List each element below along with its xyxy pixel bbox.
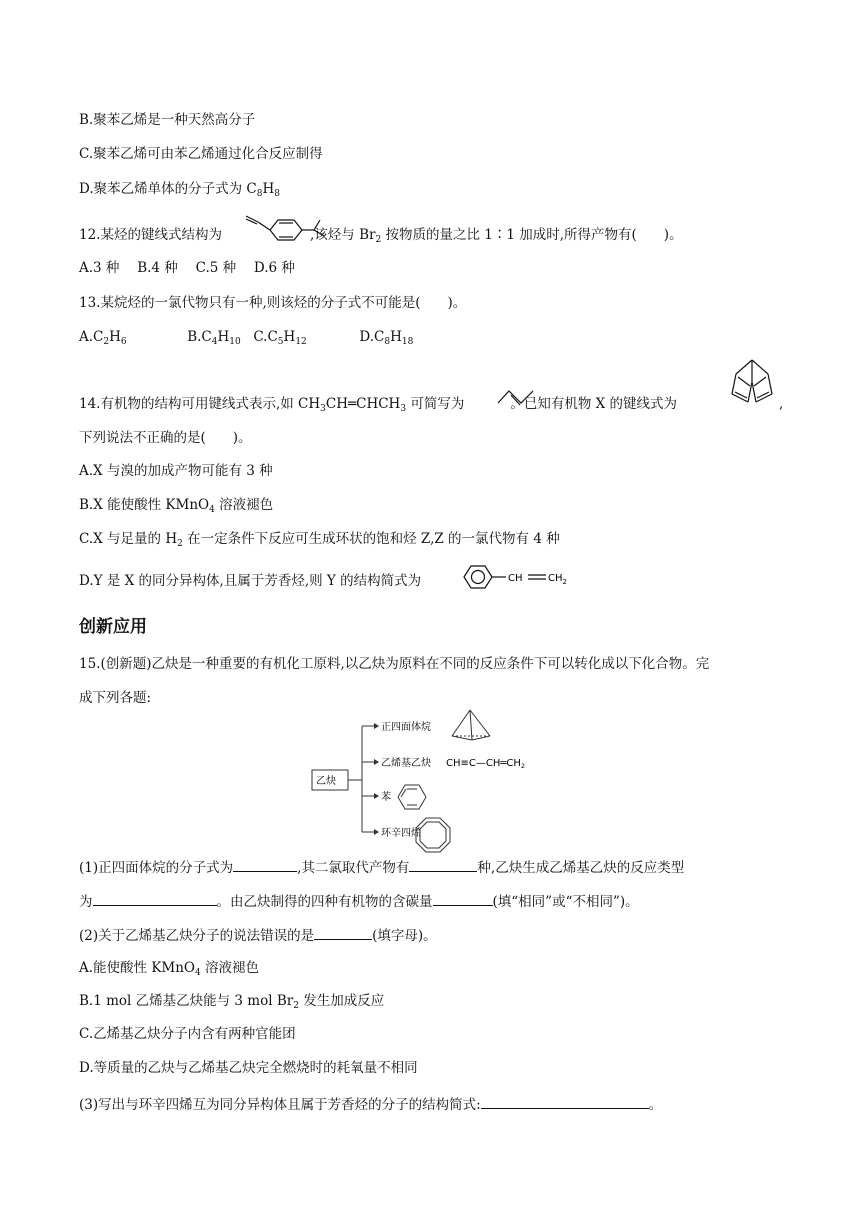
- q15-part2-option-c: C.乙烯基乙炔分子内含有两种官能团: [79, 1026, 296, 1042]
- q15-part2-option-a: A.能使酸性 KMnO$_4$ 溶液褪色: [79, 960, 260, 978]
- answer-blank[interactable]: [409, 857, 477, 872]
- q12-options: A.3 种 B.4 种 C.5 种 D.6 种: [79, 260, 295, 276]
- q15-part2-stem: (2)关于乙烯基乙炔分子的说法错误的是 (填字母)。: [79, 925, 437, 945]
- text: 12.某烃的键线式结构为: [79, 227, 222, 243]
- styrene-ch: CH: [508, 573, 523, 584]
- q14-option-c: C.X 与足量的 $H_2$ 在一定条件下反应可生成环状的饱和烃 Z,Z 的一氯代物有 4 种: [79, 531, 560, 549]
- q14-option-a: A.X 与溴的加成产物可能有 3 种: [79, 463, 273, 479]
- answer-blank[interactable]: [233, 857, 297, 872]
- styrene-ch2: $CH_2$: [548, 573, 567, 586]
- q12-stem: [79, 225, 683, 244]
- q13-option-d: $D.C_8H_{18}$: [359, 329, 414, 347]
- sub: 8: [256, 189, 263, 199]
- q13-options: [79, 328, 413, 346]
- sub: 2: [375, 235, 382, 245]
- q14-stem-line2: 下列说法不正确的是( )。: [79, 430, 252, 446]
- answer-blank[interactable]: [433, 891, 493, 906]
- answer-blank[interactable]: [481, 1094, 649, 1109]
- q15-part3: (3)写出与环辛四烯互为同分异构体且属于芳香烃的分子的结构简式: 。: [79, 1094, 662, 1114]
- q13-option-a: $A.C_2H_6$: [79, 329, 127, 347]
- q15-part2-option-b: B.1 mol 乙烯基乙炔能与 3 mol $Br_2$ 发生加成反应: [79, 993, 385, 1011]
- benzene-icon: [398, 785, 426, 809]
- text: ,该烃与 Br: [309, 227, 376, 243]
- q13-stem: 13.某烷烃的一氯代物只有一种,则该烃的分子式不可能是( )。: [79, 295, 467, 311]
- q15-stem-line2: 成下列各题:: [79, 690, 152, 706]
- branch-cyclooctatetraene-label: 环辛四烯: [381, 828, 421, 839]
- q14-option-b: B.X 能使酸性 KMnO$_4$ 溶液褪色: [79, 497, 274, 515]
- branch-vinylacetylene-label: 乙烯基乙炔: [381, 758, 431, 769]
- tetrahedrane-icon: [452, 710, 490, 740]
- q15-stem-line1: 15.(创新题)乙炔是一种重要的有机化工原料,以乙炔为原料在不同的反应条件下可以转化成以下化合物。完: [79, 656, 710, 672]
- section-title: 创新应用: [79, 617, 147, 637]
- styrene-structure: [460, 561, 580, 593]
- answer-blank[interactable]: [314, 925, 372, 940]
- q13-option-b: $B.C_4H_{10}$: [187, 329, 241, 347]
- compound-x-bicyclic-icon: [726, 356, 778, 408]
- branch-tetrahedrane-label: 正四面体烷: [381, 722, 431, 733]
- answer-blank[interactable]: [93, 891, 217, 906]
- text: D.聚苯乙烯单体的分子式为 C: [79, 181, 257, 197]
- sub: 8: [274, 189, 281, 199]
- q11-option-d: [79, 180, 280, 198]
- q14-option-d: D.Y 是 X 的同分异构体,且属于芳香烃,则 Y 的结构简式为: [79, 573, 422, 589]
- benzene-ring-icon: [464, 566, 546, 588]
- q14-stem-line1: 14.有机物的结构可用键线式表示,如 $CH_3CH═CHCH_3$ 可简写为 。已知有机物 X 的键线式为: [79, 396, 678, 414]
- q15-part1-line2: 为 。由乙炔制得的四种有机物的含碳量 (填“相同”或“不相同”)。: [79, 891, 639, 911]
- q12-skeletal-structure-icon: [238, 212, 330, 248]
- q13-option-c: $C.C_5H_{12}$: [253, 329, 307, 347]
- q15-part2-option-d: D.等质量的乙炔与乙烯基乙炔完全燃烧时的耗氧量不相同: [79, 1060, 418, 1076]
- cyclooctatetraene-icon: [416, 818, 450, 852]
- q15-part1-line1: (1)正四面体烷的分子式为 ,其二氯取代产物有 种,乙炔生成乙烯基乙炔的反应类型: [79, 857, 684, 877]
- but-2-ene-skeletal-icon: [495, 385, 537, 409]
- source-label: 乙炔: [316, 776, 336, 787]
- acetylene-reaction-diagram: [300, 706, 560, 856]
- q11-option-b: B.聚苯乙烯是一种天然高分子: [79, 112, 256, 128]
- text: 按物质的量之比 1∶1 加成时,所得产物有( )。: [381, 227, 683, 243]
- branch-benzene-label: 苯: [381, 792, 391, 803]
- q14-comma: ,: [779, 396, 784, 412]
- q11-option-c: C.聚苯乙烯可由苯乙烯通过化合反应制得: [79, 146, 323, 162]
- vinylacetylene-formula: $CH\equiv C—CH═CH_2$: [446, 758, 526, 770]
- text: H: [262, 181, 275, 197]
